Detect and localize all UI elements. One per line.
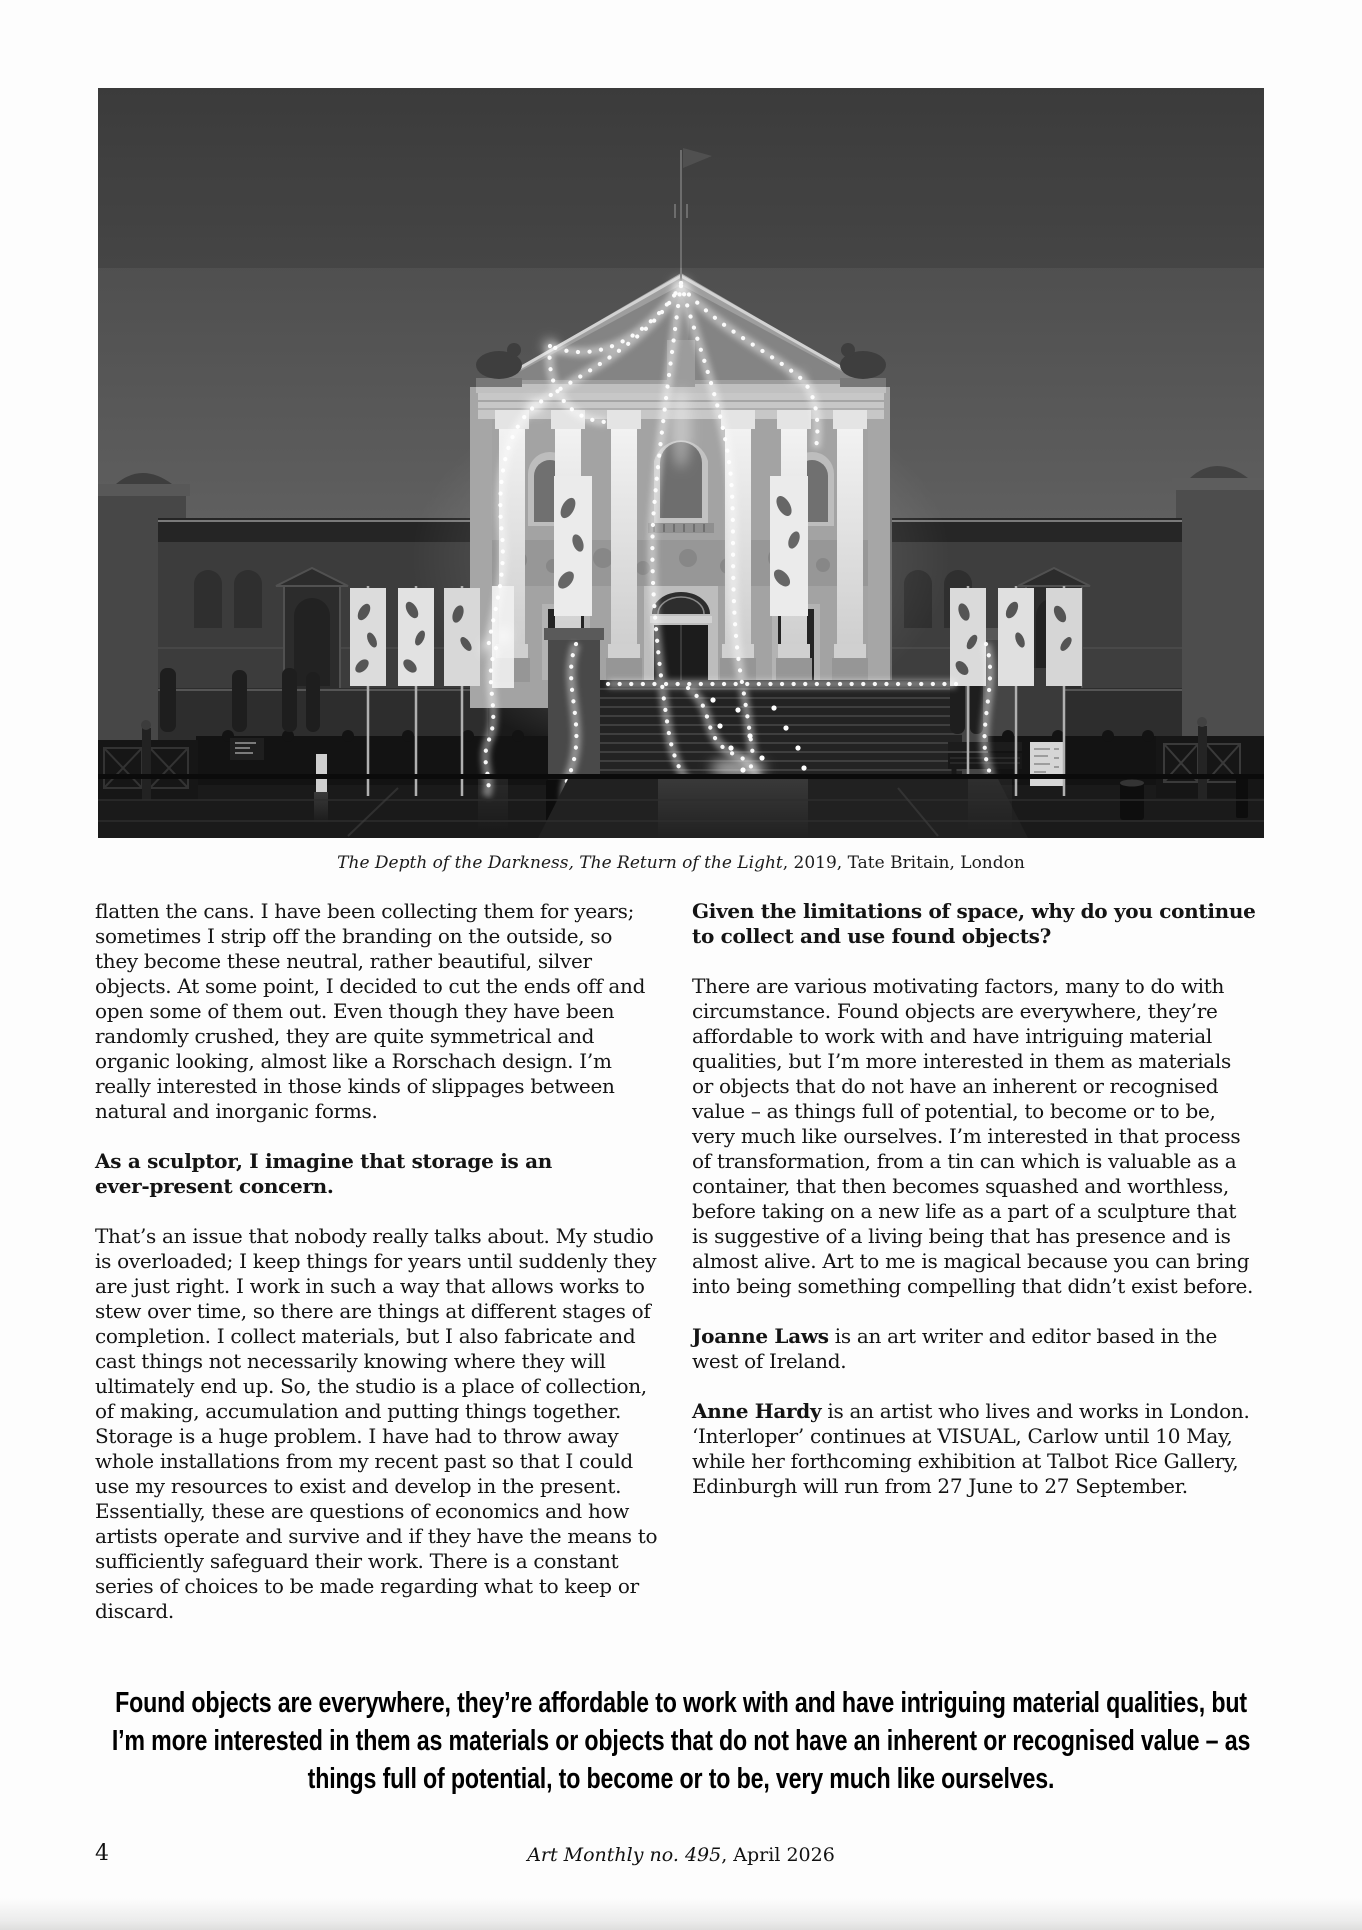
body-paragraph: That’s an issue that nobody really talks about. My studio is overloaded; I keep things for years until suddenly they are just right. I work in such a way that allows works to stew over time, so there are things at different stages of completion. I collect materials, but I also fabricate and cast things not necessarily knowing where they will ultimately end up. So, the studio is a place of collection, of making, accumulation and putting things together. Storage is a huge problem. I have had to throw away whole installations from my recent past so that I could use my resources to exist and develop in the present. Essentially, these are questions of economics and how artists operate and survive and if they have the means to sufficiently safeguard their work. There is a constant series of choices to be made regarding what to keep or discard. [95, 1224, 658, 1623]
interview-question-heading: As a sculptor, I imagine that storage is an ever-present concern. [95, 1149, 553, 1198]
artist-bio-text: is an artist who lives and works in London. ‘Interloper’ continues at VISUAL, Carlow until 10 May, while her forthcoming exhibition at Talbot Rice Gallery, Edinburgh will run from 27 June to 27 September. [692, 1399, 1250, 1498]
body-paragraph: flatten the cans. I have been collecting them for years; sometimes I strip off the branding on the outside, so they become these neutral, rather beautiful, silver objects. At some point, I decided to cut the ends off and open some of them out. Even though they have been randomly crushed, they are quite symmetrical and organic looking, almost like a Rorschach design. I’m really interested in those kinds of slippages between natural and inorganic forms. [95, 899, 646, 1123]
interview-question-heading: Given the limitations of space, why do you continue to collect and use found objects? [692, 899, 1256, 948]
artist-bio [692, 1399, 1258, 1499]
footer-issue-credit [0, 1844, 1362, 1866]
body-paragraph: There are various motivating factors, many to do with circumstance. Found objects are everywhere, they’re affordable to work with and have intriguing material qualities, but I’m more interested in them as materials or objects that do not have an inherent or recognised value – as things full of potential, to become or to be, very much like ourselves. I’m interested in that process of transformation, from a tin can which is valuable as a container, that then becomes squashed and worthless, before taking on a new life as a part of a sculpture that is suggestive of a living being that has presence and is almost alive. Art to me is magical because you can bring into being something compelling that didn’t exist before. [692, 974, 1254, 1298]
caption-details: , 2019, Tate Britain, London [782, 853, 1025, 873]
article-left-column [95, 899, 658, 1649]
pull-quote-section [0, 1684, 1362, 1798]
contributor-bio-text: is an art writer and editor based in the west of Ireland. [692, 1324, 1218, 1373]
footer-issue-title: Art Monthly no. 495 [527, 1844, 722, 1866]
contributor-bio [692, 1324, 1258, 1374]
tate-britain-photo [98, 88, 1264, 838]
page-bottom-edge [0, 1898, 1362, 1930]
article-right-column [692, 899, 1258, 1524]
artist-name: Anne Hardy [692, 1399, 822, 1423]
caption-artwork-title: The Depth of the Darkness, The Return of the Light [337, 853, 783, 873]
contributor-name: Joanne Laws [692, 1324, 829, 1348]
photo-caption [98, 851, 1264, 875]
footer-issue-date: , April 2026 [721, 1844, 835, 1866]
footer-page-number: 4 [95, 1841, 109, 1866]
pull-quote: Found objects are everywhere, they’re affordable to work with and have intriguing material qualities, but I’m more interested in them as materials or objects that do not have an inherent or recognised value – as things full of potential, to become or to be, very much like ourselves. [111, 1687, 1251, 1795]
